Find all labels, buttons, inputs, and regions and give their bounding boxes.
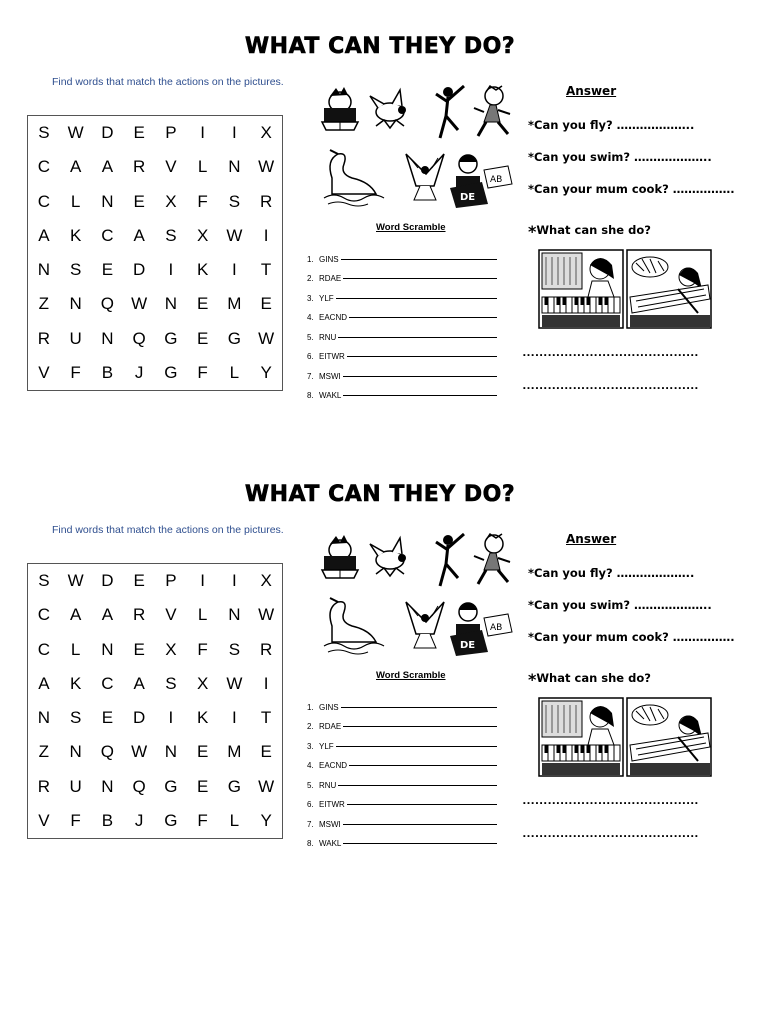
grid-letter[interactable]: X <box>196 673 209 693</box>
grid-letter[interactable]: D <box>101 571 114 591</box>
grid-letter[interactable]: A <box>133 673 145 693</box>
question-text: What can she do? <box>536 223 651 237</box>
grid-letter[interactable]: W <box>131 742 148 762</box>
answer-blank[interactable] <box>338 784 497 786</box>
answer-blank[interactable] <box>343 842 497 844</box>
grid-letter[interactable]: F <box>197 362 208 382</box>
scrambled-word: EACND <box>319 761 348 770</box>
grid-letter[interactable]: Y <box>260 362 272 382</box>
grid-letter[interactable]: L <box>229 362 240 382</box>
grid-letter[interactable]: E <box>196 294 209 314</box>
grid-letter[interactable]: C <box>101 673 114 693</box>
scramble-item <box>307 712 497 732</box>
scramble-item <box>307 283 497 303</box>
word-search-grid <box>27 115 283 391</box>
worksheet-top <box>0 0 768 448</box>
eagle-icon <box>406 602 444 648</box>
grid-letter[interactable]: C <box>37 157 51 177</box>
svg-text:DE: DE <box>460 640 476 651</box>
grid-letter[interactable]: D <box>101 123 114 143</box>
grid-letter[interactable]: I <box>232 123 237 143</box>
grid-letter[interactable]: S <box>38 123 50 143</box>
scrambled-word: WAKL <box>319 391 342 400</box>
answer-title: Answer <box>566 84 617 98</box>
reading-boy-icon <box>322 535 358 578</box>
scramble-item <box>307 751 497 771</box>
scrambled-word: GINS <box>319 702 339 712</box>
grid-letter[interactable]: T <box>260 708 272 728</box>
grid-letter[interactable]: E <box>196 776 209 796</box>
grid-letter[interactable]: X <box>260 571 272 591</box>
grid-letter[interactable]: W <box>67 123 84 143</box>
grid-letter[interactable]: T <box>260 260 272 280</box>
scrambled-word: EITWR <box>319 352 345 361</box>
grid-letter[interactable]: I <box>232 260 237 280</box>
grid-letter[interactable]: I <box>232 571 237 591</box>
flying-bird-icon <box>370 90 406 128</box>
grid-letter[interactable]: M <box>227 294 242 314</box>
grid-letter[interactable]: Q <box>132 328 146 348</box>
grid-letter[interactable]: N <box>101 191 114 211</box>
grid-letter[interactable]: E <box>101 708 114 728</box>
grid-letter[interactable]: L <box>70 191 81 211</box>
word-scramble-title: Word Scramble <box>376 222 446 233</box>
grid-letter[interactable]: W <box>258 605 275 625</box>
grid-letter[interactable]: E <box>196 328 209 348</box>
answer-blank[interactable] <box>349 764 497 766</box>
instruction-text: Find words that match the actions on the pictures. <box>52 76 284 88</box>
writing-girl-icon <box>450 603 512 656</box>
answer-line[interactable]: …………………………………… <box>522 377 699 392</box>
scramble-item <box>307 731 497 751</box>
answer-blank[interactable] <box>349 316 497 318</box>
scramble-item <box>307 692 497 712</box>
grid-letter[interactable]: A <box>101 157 114 177</box>
scramble-item <box>307 361 497 381</box>
question-what-can-she-do <box>528 222 651 241</box>
question-text: What can she do? <box>536 671 651 685</box>
scramble-number: 4. <box>307 761 314 770</box>
grid-letter[interactable]: R <box>37 776 51 796</box>
grid-letter[interactable]: G <box>164 776 178 796</box>
piano-cooking-picture <box>538 249 712 329</box>
answer-blank[interactable] <box>336 745 497 747</box>
grid-letter[interactable]: I <box>200 123 205 143</box>
grid-letter[interactable]: F <box>197 810 208 830</box>
answer-line[interactable]: …………………………………… <box>522 792 699 807</box>
word-search-grid <box>27 563 283 839</box>
grid-letter[interactable]: B <box>101 362 114 382</box>
scrambled-word: WAKL <box>319 839 342 848</box>
grid-letter[interactable]: W <box>67 571 84 591</box>
grid-letter[interactable]: F <box>197 191 208 211</box>
instruction-text: Find words that match the actions on the pictures. <box>52 524 284 536</box>
grid-letter[interactable]: W <box>226 673 243 693</box>
grid-letter[interactable]: A <box>38 673 50 693</box>
question-what-can-she-do <box>528 670 651 689</box>
worksheet-bottom <box>0 448 768 896</box>
grid-letter[interactable]: R <box>132 605 146 625</box>
scrambled-word: MSWI <box>319 371 341 381</box>
scramble-number: 5. <box>307 332 314 342</box>
question-fly: *Can you fly? ……………….. <box>528 118 695 132</box>
scramble-item <box>307 381 497 401</box>
scrambled-word: RNU <box>319 332 337 342</box>
grid-letter[interactable]: Q <box>100 742 114 762</box>
question-fly: *Can you fly? ……………….. <box>528 566 695 580</box>
answer-line[interactable]: …………………………………… <box>522 344 699 359</box>
running-boy-icon <box>474 86 510 136</box>
grid-letter[interactable]: N <box>69 294 82 314</box>
answer-blank[interactable] <box>343 394 497 396</box>
grid-letter[interactable]: Z <box>38 294 50 314</box>
grid-letter[interactable]: I <box>168 708 174 728</box>
grid-letter[interactable]: I <box>200 571 205 591</box>
writing-girl-icon <box>450 155 512 208</box>
grid-letter[interactable]: L <box>229 810 240 830</box>
grid-letter[interactable]: P <box>165 123 177 143</box>
grid-letter[interactable]: N <box>164 742 178 762</box>
grid-letter[interactable]: W <box>226 225 243 245</box>
scramble-item <box>307 770 497 790</box>
grid-letter[interactable]: N <box>228 157 241 177</box>
grid-letter[interactable]: C <box>37 639 51 659</box>
grid-letter[interactable]: W <box>258 328 275 348</box>
grid-letter[interactable]: M <box>227 742 242 762</box>
grid-letter[interactable]: E <box>133 639 145 659</box>
svg-text:DE: DE <box>460 192 476 203</box>
grid-letter[interactable]: K <box>196 708 209 728</box>
scramble-number: 1. <box>307 702 314 712</box>
grid-letter[interactable]: N <box>37 260 51 280</box>
reading-boy-icon <box>322 87 358 130</box>
grid-letter[interactable]: G <box>227 776 241 796</box>
piano-cooking-picture <box>538 697 712 777</box>
grid-letter[interactable]: X <box>165 639 177 659</box>
scrambled-word: YLF <box>319 741 334 751</box>
grid-letter[interactable]: J <box>134 810 144 830</box>
question-swim: *Can you swim? ……………….. <box>528 598 712 612</box>
grid-letter[interactable]: E <box>133 123 145 143</box>
grid-letter[interactable]: S <box>69 260 82 280</box>
scramble-item <box>307 342 497 362</box>
grid-letter[interactable]: Z <box>38 742 50 762</box>
grid-letter[interactable]: S <box>165 673 177 693</box>
grid-letter[interactable]: V <box>165 157 177 177</box>
action-pictures <box>318 82 523 212</box>
grid-letter[interactable]: F <box>197 639 208 659</box>
svg-text:AB: AB <box>490 623 503 633</box>
grid-letter[interactable]: N <box>69 742 82 762</box>
grid-letter[interactable]: E <box>260 294 272 314</box>
answer-blank[interactable] <box>347 355 497 357</box>
scramble-item <box>307 303 497 323</box>
grid-letter[interactable]: A <box>133 225 145 245</box>
grid-letter[interactable]: A <box>38 225 50 245</box>
grid-letter[interactable]: K <box>69 673 82 693</box>
scramble-item <box>307 790 497 810</box>
grid-letter[interactable]: B <box>101 810 114 830</box>
grid-letter[interactable]: G <box>164 328 178 348</box>
answer-blank[interactable] <box>341 706 497 708</box>
scramble-number: 7. <box>307 819 314 829</box>
dancer-icon <box>436 86 464 138</box>
scramble-number: 2. <box>307 274 314 283</box>
grid-letter[interactable]: S <box>228 639 241 659</box>
grid-letter[interactable]: E <box>133 571 145 591</box>
answer-title: Answer <box>566 532 617 546</box>
grid-letter[interactable]: R <box>259 639 273 659</box>
grid-letter[interactable]: X <box>260 123 272 143</box>
grid-letter[interactable]: N <box>101 328 114 348</box>
grid-letter[interactable]: A <box>101 605 114 625</box>
grid-letter[interactable]: S <box>228 191 241 211</box>
grid-letter[interactable]: W <box>131 294 148 314</box>
word-scramble-title: Word Scramble <box>376 670 446 681</box>
word-scramble-list <box>307 692 497 848</box>
answer-blank[interactable] <box>343 277 497 279</box>
scrambled-word: RDAE <box>319 722 342 731</box>
grid-letter[interactable]: N <box>228 605 241 625</box>
grid-letter[interactable]: W <box>258 157 275 177</box>
grid-letter[interactable]: C <box>37 191 51 211</box>
scramble-number: 6. <box>307 800 314 809</box>
grid-letter[interactable]: R <box>37 328 51 348</box>
answer-line[interactable]: …………………………………… <box>522 825 699 840</box>
running-boy-icon <box>474 534 510 584</box>
grid-letter[interactable]: C <box>37 605 51 625</box>
scrambled-word: GINS <box>319 254 339 264</box>
grid-letter[interactable]: S <box>38 571 50 591</box>
scramble-number: 4. <box>307 313 314 322</box>
word-scramble-list <box>307 244 497 400</box>
scrambled-word: EACND <box>319 313 348 322</box>
grid-letter[interactable]: C <box>101 225 114 245</box>
grid-letter[interactable]: G <box>164 810 178 830</box>
grid-letter[interactable]: E <box>260 742 272 762</box>
grid-letter[interactable]: N <box>101 776 114 796</box>
grid-letter[interactable]: A <box>69 605 82 625</box>
grid-letter[interactable]: F <box>70 810 81 830</box>
grid-letter[interactable]: N <box>164 294 178 314</box>
grid-letter[interactable]: J <box>134 362 144 382</box>
grid-letter[interactable]: R <box>132 157 146 177</box>
worksheet-title: WHAT CAN THEY DO? <box>244 34 516 59</box>
scramble-number: 6. <box>307 352 314 361</box>
grid-letter[interactable]: S <box>165 225 177 245</box>
answer-blank[interactable] <box>343 823 497 825</box>
grid-letter[interactable]: E <box>133 191 145 211</box>
grid-letter[interactable]: K <box>69 225 82 245</box>
worksheet-title: WHAT CAN THEY DO? <box>244 482 516 507</box>
scrambled-word: EITWR <box>319 800 345 809</box>
grid-letter[interactable]: X <box>196 225 209 245</box>
scramble-number: 5. <box>307 780 314 790</box>
answer-blank[interactable] <box>347 803 497 805</box>
scramble-number: 3. <box>307 293 314 303</box>
eagle-icon <box>406 154 444 200</box>
grid-letter[interactable]: A <box>69 157 82 177</box>
grid-letter[interactable]: U <box>69 328 82 348</box>
flying-bird-icon <box>370 538 406 576</box>
grid-letter[interactable]: Q <box>132 776 146 796</box>
grid-letter[interactable]: G <box>164 362 178 382</box>
grid-letter[interactable]: V <box>165 605 177 625</box>
grid-letter[interactable]: I <box>168 260 174 280</box>
scramble-item <box>307 829 497 849</box>
scramble-number: 8. <box>307 391 314 400</box>
answer-blank[interactable] <box>343 725 497 727</box>
answer-blank[interactable] <box>343 375 497 377</box>
question-star: * <box>528 670 537 689</box>
grid-letter[interactable]: Y <box>260 810 272 830</box>
scramble-number: 8. <box>307 839 314 848</box>
grid-letter[interactable]: L <box>197 157 208 177</box>
grid-letter[interactable]: U <box>69 776 82 796</box>
question-swim: *Can you swim? ……………….. <box>528 150 712 164</box>
grid-letter[interactable]: X <box>165 191 177 211</box>
grid-letter[interactable]: D <box>132 708 146 728</box>
grid-letter[interactable]: L <box>70 639 81 659</box>
scramble-item <box>307 264 497 284</box>
grid-letter[interactable]: N <box>37 708 51 728</box>
grid-letter[interactable]: I <box>263 673 269 693</box>
swimming-swan-icon <box>324 598 384 654</box>
grid-letter[interactable]: V <box>38 810 50 830</box>
scramble-item <box>307 322 497 342</box>
answer-blank[interactable] <box>341 258 497 260</box>
grid-letter[interactable]: V <box>38 362 50 382</box>
grid-letter[interactable]: E <box>196 742 209 762</box>
grid-letter[interactable]: K <box>196 260 209 280</box>
svg-text:AB: AB <box>490 175 503 185</box>
scramble-item <box>307 244 497 264</box>
question-cook: *Can your mum cook? ……………. <box>528 630 735 644</box>
scrambled-word: RDAE <box>319 274 342 283</box>
grid-letter[interactable]: S <box>69 708 82 728</box>
grid-letter[interactable]: F <box>70 362 81 382</box>
grid-letter[interactable]: N <box>101 639 114 659</box>
grid-letter[interactable]: R <box>259 191 273 211</box>
grid-letter[interactable]: P <box>165 571 177 591</box>
scramble-number: 3. <box>307 741 314 751</box>
swimming-swan-icon <box>324 150 384 206</box>
grid-letter[interactable]: Q <box>100 294 114 314</box>
answer-blank[interactable] <box>338 336 497 338</box>
question-star: * <box>528 222 537 241</box>
scramble-item <box>307 809 497 829</box>
dancer-icon <box>436 534 464 586</box>
scrambled-word: YLF <box>319 293 334 303</box>
grid-letter[interactable]: E <box>101 260 114 280</box>
grid-letter[interactable]: I <box>232 708 237 728</box>
question-cook: *Can your mum cook? ……………. <box>528 182 735 196</box>
grid-letter[interactable]: D <box>132 260 146 280</box>
scramble-number: 1. <box>307 254 314 264</box>
grid-letter[interactable]: G <box>227 328 241 348</box>
scramble-number: 2. <box>307 722 314 731</box>
answer-blank[interactable] <box>336 297 497 299</box>
action-pictures <box>318 530 523 660</box>
grid-letter[interactable]: L <box>197 605 208 625</box>
grid-letter[interactable]: W <box>258 776 275 796</box>
scrambled-word: MSWI <box>319 819 341 829</box>
scramble-number: 7. <box>307 371 314 381</box>
scrambled-word: RNU <box>319 780 337 790</box>
grid-letter[interactable]: I <box>263 225 269 245</box>
